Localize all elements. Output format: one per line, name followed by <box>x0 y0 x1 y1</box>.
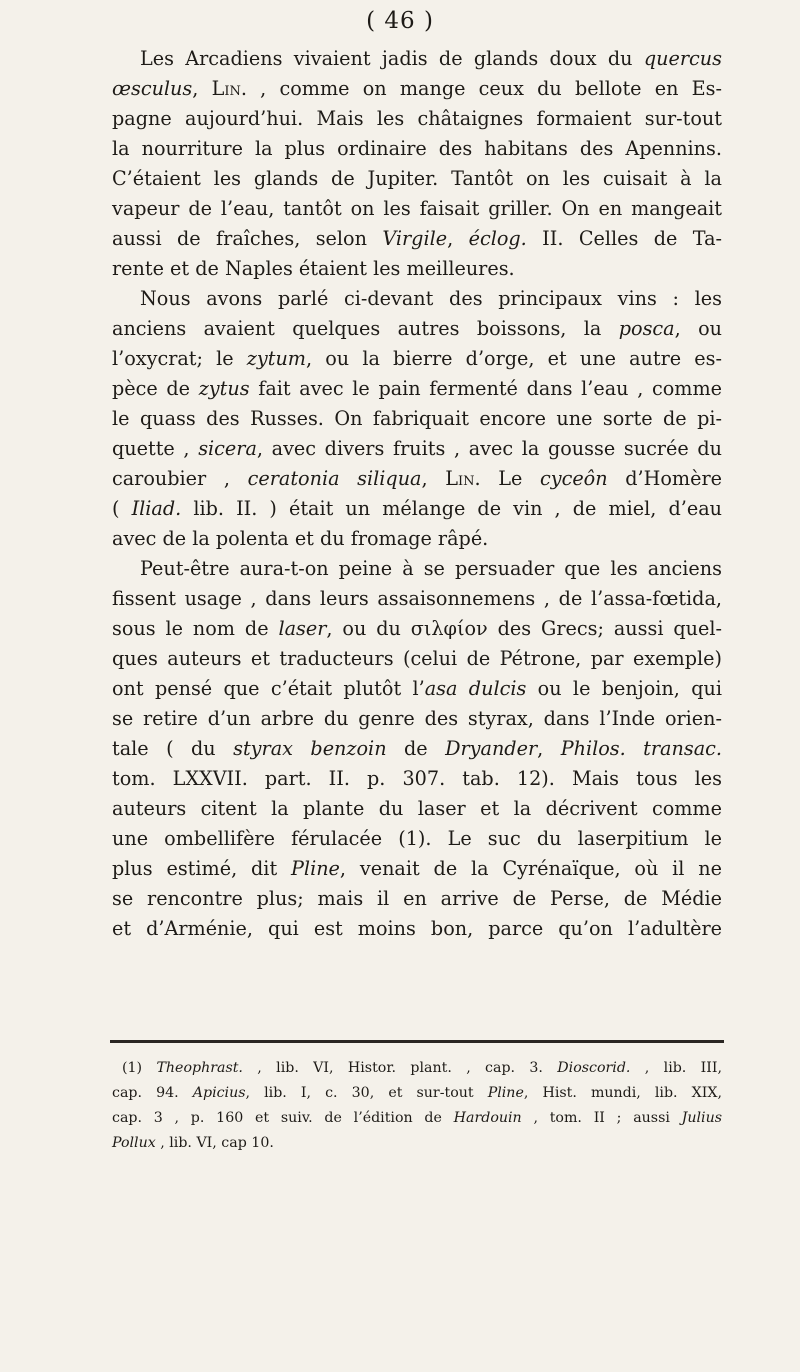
text-line: avec de la polenta et du fromage râpé. <box>112 527 489 550</box>
text-line: aussi de fraîches, selon Virgile, éclog. II. Celles de Ta- <box>112 227 722 250</box>
text-line: plus estimé, dit Pline, venait de la Cyrénaïque, où il ne <box>112 857 723 880</box>
text-line: vapeur de l’eau, tantôt on les faisait griller. On en mangeait <box>112 197 722 220</box>
text-line: tale ( du styrax benzoin de Dryander, Philos. transac. <box>112 737 722 760</box>
text-line: se retire d’un arbre du genre des styrax, dans l’Inde orien- <box>112 707 722 730</box>
text-line: pagne aujourd’hui. Mais les châtaignes formaient sur-tout <box>112 107 722 130</box>
text-line: pèce de zytus fait avec le pain fermenté dans l’eau , comme <box>112 377 722 400</box>
footnote <box>112 1056 722 1156</box>
text-line: et d’Arménie, qui est moins bon, parce qu’on l’adultère <box>112 917 722 940</box>
footnote-line: (1) Theophrast. , lib. VI, Histor. plant. , cap. 3. Dioscorid. , lib. III, <box>122 1060 722 1076</box>
text-line: sous le nom de laser, ou du σιλφίον des Grecs; aussi quel- <box>112 617 722 640</box>
text-line: l’oxycrat; le zytum, ou la bierre d’orge, et une autre es- <box>112 347 722 370</box>
text-line: fissent usage , dans leurs assaisonnemens , de l’assa-fœtida, <box>112 587 722 610</box>
text-line: anciens avaient quelques autres boissons, la posca, ou <box>112 317 722 340</box>
text-line: ques auteurs et traducteurs (celui de Pétrone, par exemple) <box>112 647 722 670</box>
text-line: une ombellifère férulacée (1). Le suc du laserpitium le <box>112 827 722 850</box>
text-line: Nous avons parlé ci-devant des principaux vins : les <box>140 287 722 310</box>
text-line: le quass des Russes. On fabriquait encore une sorte de pi- <box>112 407 722 430</box>
page-number: ( 46 ) <box>366 8 434 34</box>
text-line: auteurs citent la plante du laser et la décrivent comme <box>112 797 722 820</box>
text-line: C’étaient les glands de Jupiter. Tantôt on les cuisait à la <box>112 167 722 190</box>
text-line: caroubier , ceratonia siliqua, Lin. Le cyceôn d’Homère <box>112 467 722 490</box>
footnote-line: cap. 3 , p. 160 et suiv. de l’édition de Hardouin , tom. II ; aussi Julius <box>112 1110 722 1126</box>
text-line: la nourriture la plus ordinaire des habitans des Apennins. <box>112 137 722 160</box>
footnote-line: Pollux , lib. VI, cap 10. <box>112 1135 274 1151</box>
text-line: Peut-être aura-t-on peine à se persuader que les anciens <box>140 557 722 580</box>
text-line: œsculus, Lin. , comme on mange ceux du bellote en Es- <box>112 77 722 100</box>
text-line: Les Arcadiens vivaient jadis de glands doux du quercus <box>140 47 722 70</box>
text-line: ( Iliad. lib. II. ) était un mélange de vin , de miel, d’eau <box>112 497 722 520</box>
body-text <box>112 44 722 944</box>
footnote-divider <box>110 1040 724 1043</box>
text-line: ont pensé que c’était plutôt l’asa dulcis ou le benjoin, qui <box>112 677 722 700</box>
text-line: quette , sicera, avec divers fruits , avec la gousse sucrée du <box>112 437 722 460</box>
text-line: rente et de Naples étaient les meilleures. <box>112 257 515 280</box>
text-line: tom. LXXVII. part. II. p. 307. tab. 12). Mais tous les <box>112 767 722 790</box>
footnote-line: cap. 94. Apicius, lib. I, c. 30, et sur-tout Pline, Hist. mundi, lib. XIX, <box>112 1085 722 1101</box>
text-line: se rencontre plus; mais il en arrive de Perse, de Médie <box>112 887 722 910</box>
